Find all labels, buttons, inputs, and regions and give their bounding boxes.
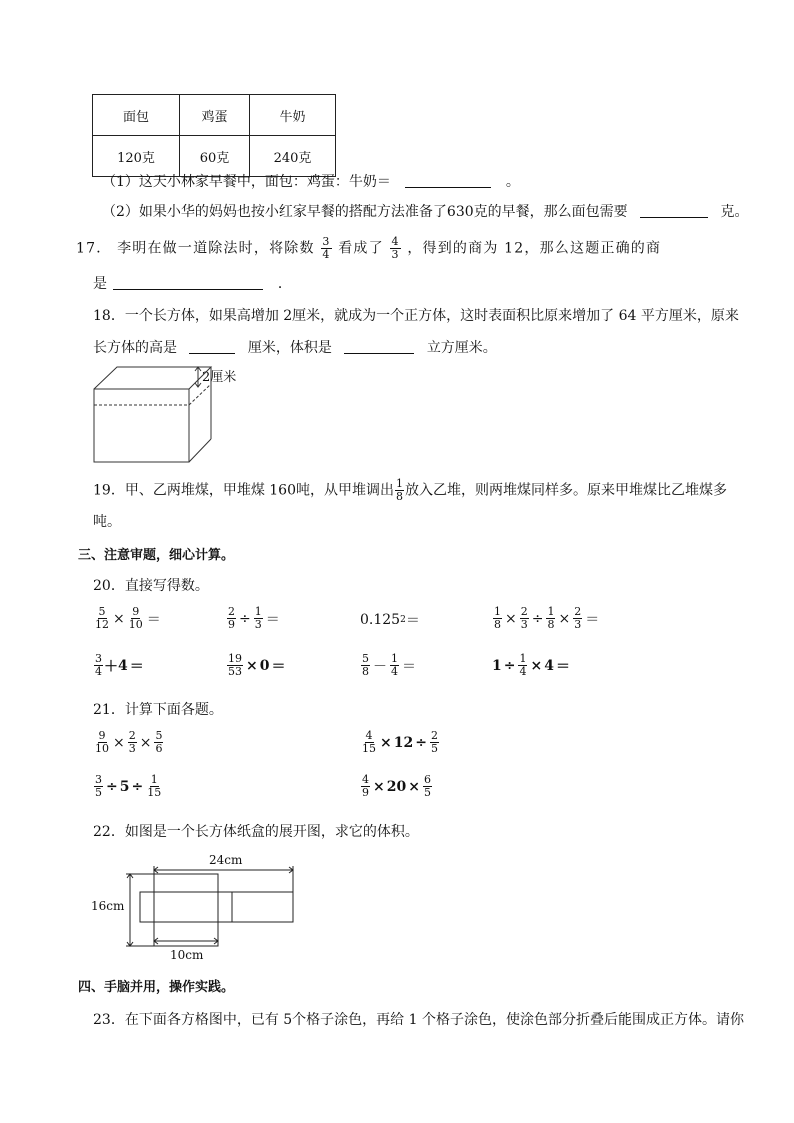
q19-line2: 吨。 <box>93 514 121 530</box>
dimension-arrow-10cm <box>124 946 300 960</box>
q21-title: 21．计算下面各题。 <box>93 702 223 718</box>
answer-blank[interactable] <box>405 173 491 188</box>
table-cell: 240克 <box>250 136 336 177</box>
q21-expr-2: $\frac{4}{15}$ × 12 ÷ $\frac{2}{5}$ <box>362 729 438 755</box>
q21-expr-4: $\frac{4}{9}$ × 20 × $\frac{6}{5}$ <box>362 773 431 799</box>
q20-expr-5: $\frac{3}{4}$ ＋ 4 ＝ <box>95 652 144 678</box>
q20-expr-1: $\frac{5}{12}$ × $\frac{9}{10}$ ＝ <box>95 605 161 631</box>
q16-part1: （1）这天小林家早餐中，面包：鸡蛋：牛奶＝ 。 <box>102 174 520 190</box>
section-heading: 四、手脑并用，操作实践。 <box>78 980 235 995</box>
table-cell: 120克 <box>93 136 180 177</box>
label-10cm: 10cm <box>170 948 204 962</box>
table-cell: 60克 <box>180 136 250 177</box>
label-16cm: 16cm <box>91 899 125 913</box>
table-header: 鸡蛋 <box>180 95 250 136</box>
fraction: $\frac{3}{4}$ <box>322 235 331 261</box>
q17-line2: 是 ． <box>93 276 292 292</box>
fraction: $\frac{4}{3}$ <box>391 235 400 261</box>
q16-part2: （2）如果小华的妈妈也按小红家早餐的搭配方法准备了630克的早餐，那么面包需要 克。 <box>102 204 749 220</box>
q21-expr-1: $\frac{9}{10}$ × $\frac{2}{3}$ × $\frac{5}{6}$ <box>95 729 163 755</box>
q20-expr-2: $\frac{2}{9}$ ÷ $\frac{1}{3}$ ＝ <box>228 605 280 631</box>
table-header: 牛奶 <box>250 95 336 136</box>
q18-line1: 18．一个长方体，如果高增加 2厘米，就成为一个正方体，这时表面积比原来增加了 64 平方厘米，原来 <box>93 308 739 324</box>
q20-title: 20．直接写得数。 <box>93 578 209 594</box>
q20-expr-8: 1 ÷ $\frac{1}{4}$ × 4 ＝ <box>492 652 570 678</box>
table-header: 面包 <box>93 95 180 136</box>
q18-line2: 长方体的高是 厘米，体积是 立方厘米。 <box>93 340 497 356</box>
fraction: $\frac{1}{8}$ <box>396 477 403 503</box>
q20-expr-7: $\frac{5}{8}$ － $\frac{1}{4}$ ＝ <box>362 652 416 678</box>
q19-line1: 19．甲、乙两堆煤，甲堆煤 160吨，从甲堆调出 $\frac{1}{8}$ 放入乙堆，则两堆煤同样多。原来甲堆煤比乙堆煤多 <box>93 477 727 503</box>
q22-title: 22．如图是一个长方体纸盒的展开图，求它的体积。 <box>93 824 419 840</box>
food-table <box>92 94 336 177</box>
q17-line1: 17． 李明在做一道除法时，将除数 $\frac{3}{4}$ 看成了 $\frac{4}{3}$ ，得到的商为 12，那么这题正确的商 <box>76 235 662 261</box>
q21-expr-3: $\frac{3}{5}$ ÷ 5 ÷ $\frac{1}{15}$ <box>95 773 162 799</box>
section-heading: 三、注意审题，细心计算。 <box>78 548 235 563</box>
answer-blank[interactable] <box>640 203 708 218</box>
q23-line1: 23．在下面各方格图中，已有 5个格子涂色，再给 1 个格子涂色，使涂色部分折叠后能围成正方体。请你 <box>93 1012 744 1028</box>
q20-expr-3: 0.125 2 ＝ <box>360 612 420 629</box>
answer-blank[interactable] <box>189 339 235 354</box>
answer-blank[interactable] <box>113 275 263 290</box>
q20-expr-6: $\frac{19}{53}$ × 0 ＝ <box>228 652 286 678</box>
dimension-arrow-bottom <box>152 934 222 948</box>
figure-label-2cm: 2厘米 <box>202 370 237 385</box>
label-24cm: 24cm <box>209 853 243 867</box>
answer-blank[interactable] <box>344 339 414 354</box>
q20-expr-4: $\frac{1}{8}$ × $\frac{2}{3}$ ÷ $\frac{1}{8}$ × $\frac{2}{3}$ ＝ <box>494 605 600 631</box>
